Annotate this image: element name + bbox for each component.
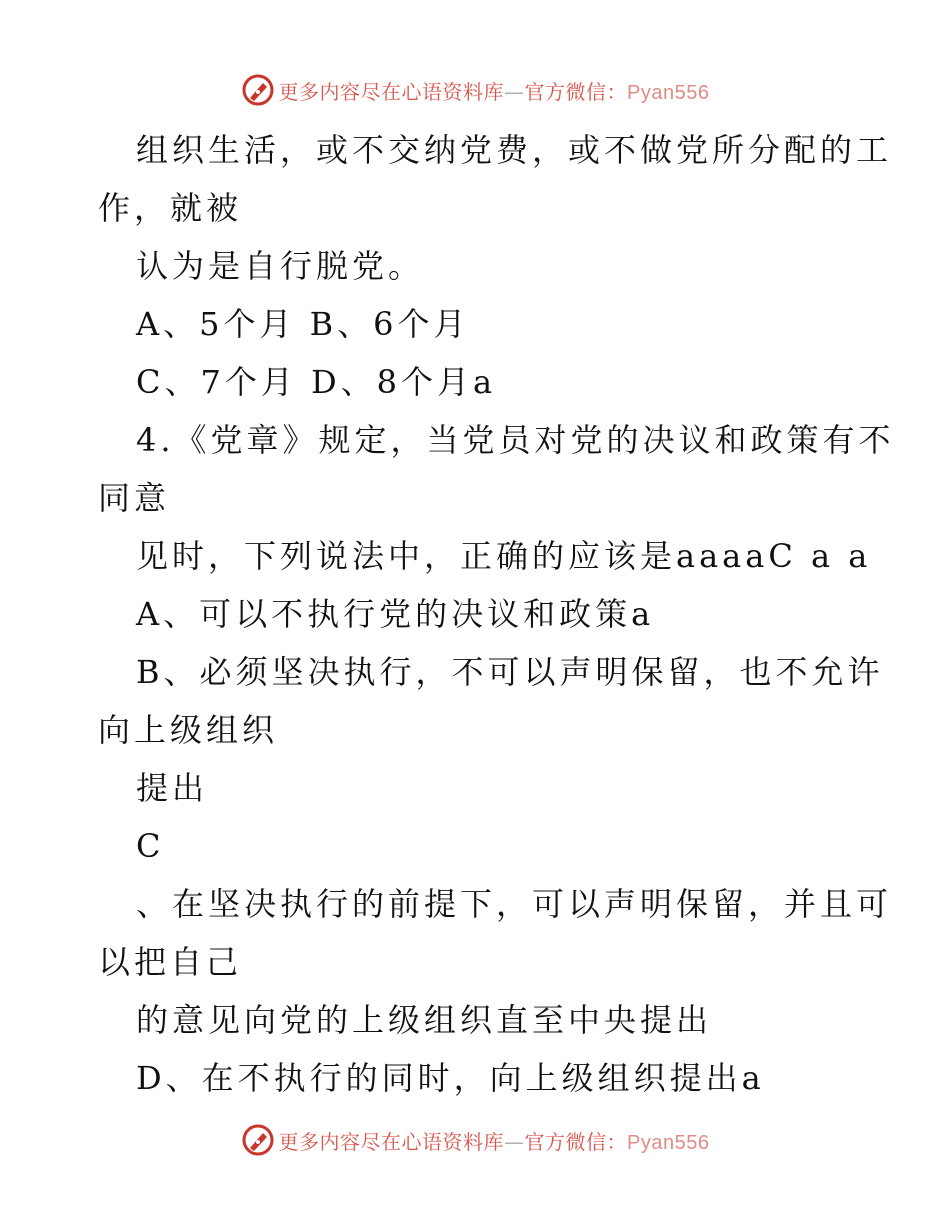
option-line: B、必须坚决执行，不可以声明保留，也不允许 (136, 653, 884, 691)
option-line: C (136, 827, 165, 865)
watermark-text: 更多内容尽在心语资料库—官方微信：Pyan556 (278, 79, 710, 104)
text-line: 见时，下列说法中，正确的应该是aaaaC a a (136, 537, 872, 575)
pen-nib-circle-icon (241, 73, 275, 107)
header-watermark (0, 72, 950, 108)
option-line: D、在不执行的同时，向上级组织提出a (136, 1059, 765, 1097)
option-line: A、可以不执行党的决议和政策a (136, 595, 655, 633)
text-line: 认为是自行脱党。 (136, 247, 425, 285)
question-line: 4.《党章》规定，当党员对党的决议和政策有不 (136, 421, 895, 459)
text-line: 作，就被 (98, 189, 243, 227)
footer-watermark (0, 1122, 950, 1158)
text-line: 提出 (136, 769, 209, 807)
text-line: 组织生活，或不交纳党费，或不做党所分配的工 (136, 131, 893, 169)
text-line: 以把自己 (98, 943, 243, 981)
text-line: 、在坚决执行的前提下，可以声明保留，并且可 (136, 885, 893, 923)
watermark-text: 更多内容尽在心语资料库—官方微信：Pyan556 (278, 1129, 710, 1154)
option-line: A、5个月 B、6个月 (136, 305, 470, 343)
text-line: 的意见向党的上级组织直至中央提出 (136, 1001, 713, 1039)
option-line: C、7个月 D、8个月a (136, 363, 497, 401)
pen-nib-circle-icon (241, 1123, 275, 1157)
text-line: 同意 (98, 479, 171, 517)
text-line: 向上级组织 (98, 711, 279, 749)
